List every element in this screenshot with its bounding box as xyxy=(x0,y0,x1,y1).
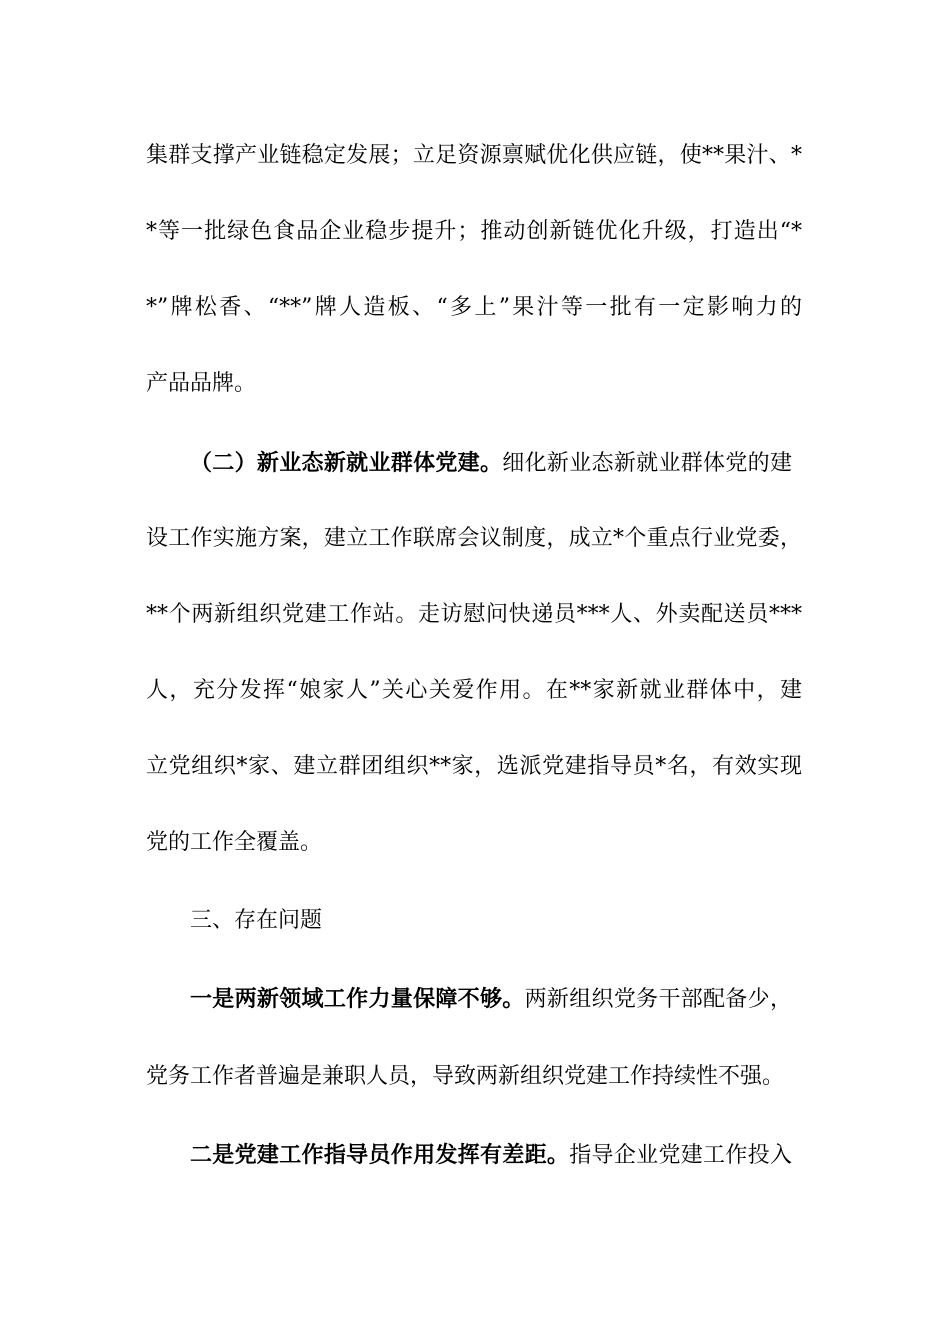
section-title: 三、存在问题 xyxy=(190,908,323,933)
para1-line1: 集群支撑产业链稳定发展；立足资源禀赋优化供应链，使**果汁、* xyxy=(146,143,802,168)
para3-line2: 党务工作者普遍是兼职人员，导致两新组织党建工作持续性不强。 xyxy=(146,1064,785,1089)
para2-line1 xyxy=(190,448,792,479)
para3-line1 xyxy=(190,984,792,1015)
para2-line4: 人，充分发挥“娘家人”关心关爱作用。在**家新就业群体中，建 xyxy=(146,678,802,703)
para3-line1-text: 两新组织党务干部配备少， xyxy=(524,987,792,1012)
para4-line1-text: 指导企业党建工作投入 xyxy=(569,1143,792,1168)
para3-heading: 一是两新领域工作力量保障不够。 xyxy=(190,986,525,1012)
para2-line1-text: 细化新业态新就业群体党的建 xyxy=(502,451,792,476)
para2-line5: 立党组织*家、建立群团组织**家，选派党建指导员*名，有效实现 xyxy=(146,754,802,779)
para1-line4: 产品品牌。 xyxy=(146,371,257,396)
para1-line3: *”牌松香、“**”牌人造板、“多上”果汁等一批有一定影响力的 xyxy=(146,295,802,320)
para4-line1 xyxy=(190,1140,792,1171)
para2-heading: （二）新业态新就业群体党建。 xyxy=(190,450,503,476)
para4-heading: 二是党建工作指导员作用发挥有差距。 xyxy=(190,1142,570,1168)
para2-line3: **个两新组织党建工作站。走访慰问快递员***人、外卖配送员*** xyxy=(146,602,802,627)
para2-line6: 党的工作全覆盖。 xyxy=(146,830,323,855)
para2-line2: 设工作实施方案，建立工作联席会议制度，成立*个重点行业党委， xyxy=(146,526,802,551)
para1-line2: *等一批绿色食品企业稳步提升；推动创新链优化升级，打造出“* xyxy=(146,219,802,244)
